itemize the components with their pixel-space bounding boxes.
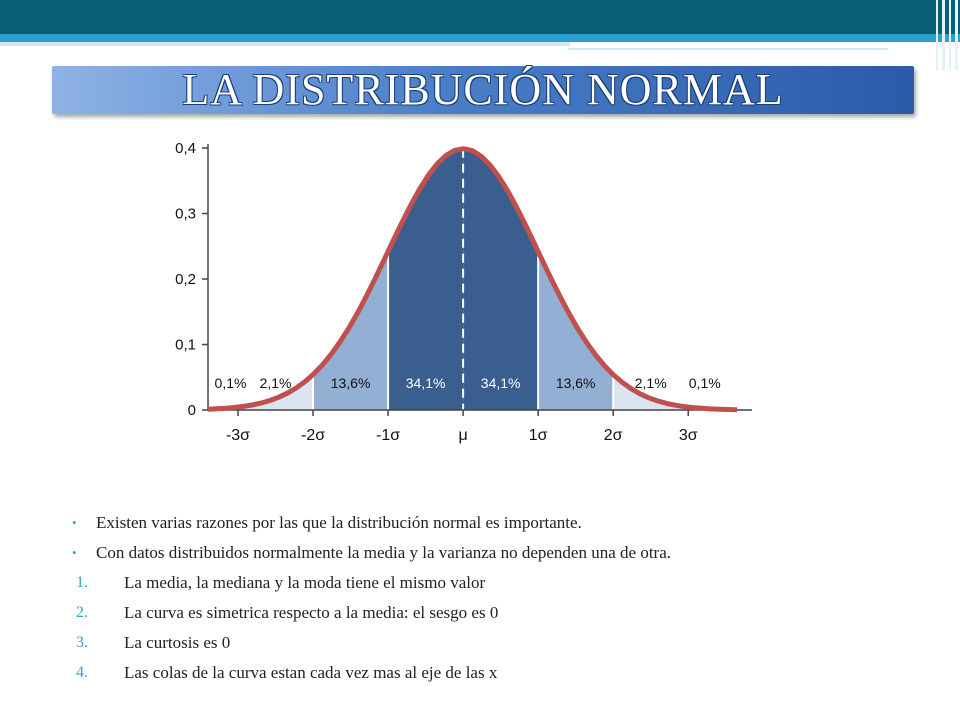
region-label: 34,1% [480, 375, 521, 391]
region-label: 13,6% [330, 375, 371, 391]
list-item [72, 508, 932, 538]
item-text: Las colas de la curva estan cada vez mas al eje de las x [124, 663, 498, 682]
page-title: LA DISTRIBUCIÓN NORMAL [182, 65, 784, 114]
x-tick-label: 1σ [528, 427, 548, 444]
list-item [72, 538, 932, 568]
list-item [76, 598, 936, 628]
header-divider [0, 42, 570, 46]
item-number: 2. [76, 604, 88, 621]
region-label: 2,1% [634, 375, 667, 391]
header-band [0, 0, 960, 34]
region-label: 2,1% [259, 375, 292, 391]
x-tick-label: μ [458, 427, 468, 444]
y-tick-label: 0 [187, 402, 196, 419]
y-tick-label: 0,4 [175, 140, 196, 157]
normal-distribution-chart [150, 130, 770, 450]
header-divider-secondary [568, 48, 888, 50]
header-accent-band [0, 34, 960, 42]
region-label: 0,1% [688, 375, 721, 391]
decorative-stripes [930, 0, 960, 70]
y-tick-label: 0,3 [175, 205, 196, 223]
y-tick-label: 0,1 [175, 336, 196, 354]
region-label: 34,1% [405, 375, 446, 391]
list-item [76, 658, 936, 688]
numbered-list [76, 568, 936, 688]
region-4 [463, 149, 538, 410]
region-label: 0,1% [214, 375, 247, 391]
x-tick-label: 3σ [678, 427, 698, 444]
item-text: La curva es simetrica respecto a la media: el sesgo es 0 [124, 603, 499, 622]
item-number: 1. [76, 574, 88, 591]
bullet-icon: • [72, 515, 77, 530]
item-text: La media, la mediana y la moda tiene el mismo valor [124, 573, 486, 592]
region-3 [388, 149, 463, 410]
list-item [76, 628, 936, 658]
y-tick-label: 0,2 [175, 271, 196, 288]
bullet-list [72, 508, 932, 568]
list-item [76, 568, 936, 598]
item-text: La curtosis es 0 [124, 633, 231, 652]
bullet-text: Existen varias razones por las que la distribución normal es importante. [96, 513, 582, 532]
item-number: 3. [76, 634, 88, 651]
item-number: 4. [76, 664, 88, 681]
x-tick-label: -1σ [376, 427, 401, 444]
bullet-icon: • [72, 545, 77, 560]
x-tick-label: -3σ [225, 427, 251, 444]
bullet-text: Con datos distribuidos normalmente la media y la varianza no dependen una de otra. [96, 543, 671, 562]
x-tick-label: 2σ [603, 427, 623, 444]
region-label: 13,6% [555, 375, 596, 391]
x-tick-label: -2σ [300, 427, 326, 444]
